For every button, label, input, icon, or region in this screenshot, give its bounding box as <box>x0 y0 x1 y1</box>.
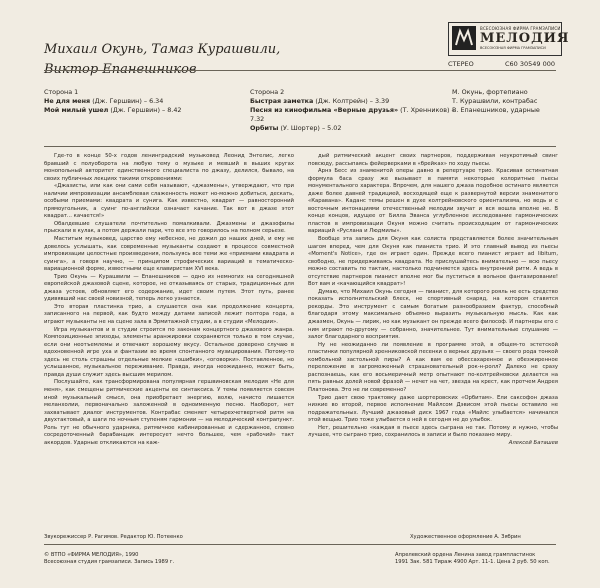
engineer-credit: Звукорежиссер Р. Рагимов. Редактор Ю. Потеенко <box>44 534 183 540</box>
author: Алексей Баташев <box>508 439 558 446</box>
paragraph: Трио дает свою трактовку даже шортеровских «Орбитам». Ели саксофон джаза низкие во второй, первое исполнение Майлсом Дэвисом этой пьесы оставило не подражательных. Лучший джазовый диск 1967 года «Майлс улыбается» начинался этой вещью. Трио тоже улыбается о ней в сегодня не до улыбок. <box>308 394 558 424</box>
side-1-tracklist <box>44 88 244 115</box>
musician: В. Епанешников, ударные <box>452 106 540 114</box>
side-2-tracklist <box>250 88 460 133</box>
paragraph: Арнэ Бесс из знаменитой оперы давно в репертуаре трио. Красивая остинатная формула баса сразу же вызывает в памяти некоторые колоритные пьесы монументального характера. Впрочем, для нашего джаза подобное остинато является даже более давней традицией, восходящей еще к развернутой версии знаменитого «Каравана». Каданс темы решен в духе колтрейновского ориентализма, но ведь и с восточным интонациями отечественный мелодии звучат и вся вошла вполне не. В конце концов, идущее от Билла Эванса углубленное исследование гармонических пластов в импровизации Окуня можно считать происходящим от гармонических вариаций «Руслана и Людмилы». <box>308 168 558 235</box>
logo-top-text: ВСЕСОЮЗНАЯ ФИРМА ГРАМЗАПИСИ <box>480 26 561 31</box>
logo-bottom-text: ВСЕСОЮЗНАЯ ФИРМА ГРАМЗАПИСИ <box>480 46 546 50</box>
bottom-rule <box>44 544 556 545</box>
paragraph: Трио Окунь — Курашвили — Епанешников — одно из немногих на сегодняшней европейской джазовой сцене, которое, не отказываясь от старых, традиционных для джаза устоев, обновляет его содержание, идет своим путем. Этот путь, ранее удивявший нас своей новизной, теперь легко узнается. <box>44 273 294 303</box>
paragraph: «Джазисты, или как они сами себя называют, «джазмены», утверждают, что при наличии импровизации ансамблевая слаженность может но-можно добиться, дескать, особыми приемами: квадрата и сунига. Как известно, квадрат — равносторонний прямоугольник, а суинг по-английски означает качание. Так вот в джазе этот квадрат... качается!» <box>44 183 294 220</box>
paragraph: Маститым музыковед, царство ему небесное, не дожил до наших дней, и ему не довелось услышать, как современные музыканты создают в процессе совместной импровизации целостные произведения, пользуясь все теми же «приемами квадрата и суинга», а говоря научно, — принципом строфических вариаций в тематическо-вариационной форме, известными еще клавиристам XVI века. <box>44 236 294 273</box>
paragraph: Послушайте, как трансформирована популярная гершвиновская мелодия «Не для меня», как смещены ритмические акценты ее синтаксиса. У темы появляется совсем иной музыкальный смысл, она приобретает энергию, волю, начисто лишается меланхолии, первоначально заложенной в одноименную песню. Наоборот, нет захватывает диалог инструментов. Контрабас сменяет четырехчетвертной ритм на двухтактовый, а шаги по ночным ступеням гармонии — на мелодический контрапункт. Роль тут не обычного ударника, ритмичное кабинированные и сдержанное, словно сосредоточенный барабанщик интересует нечто большее, чем «рабочий» такт аккордов. Ударные откликаются на каж- <box>44 379 294 446</box>
copyright-line-1: © ВТПО «ФИРМА МЕЛОДИЯ», 1990 <box>44 552 139 558</box>
musician: Т. Курашвили, контрабас <box>452 97 538 105</box>
copyright-line-2: Всесоюзная студия грамзаписи. Запись 1989 г. <box>44 559 175 565</box>
logo-brand: МЕЛОДИЯ <box>480 31 570 46</box>
plant-line-1: Апрелевский ордена Ленина завод грампластинок <box>395 552 536 558</box>
track: Быстрая заметка (Дж. Колтрейн) – 3.39 <box>250 97 390 105</box>
paragraph: дый ритмический акцент своих партнеров, поддерживая неукротимый свинг повсюду, рассыпаясь фейерверками в «брейках» по ходу пьесы. <box>308 153 558 167</box>
stereo-label: СТЕРЕО <box>448 60 474 68</box>
paragraph: Думаю, что Михаил Окунь сегодня — пианист, для которого рояль не есть средство показать исполнительский блеск, не спортивный снаряд, на котором ставятся рекорды. Это инструмент с самым богатым разнообразием фактур, способный благодаря этому максимально объемно выразить музыкальную мысль. Как как джазмен, Окунь — лирик, но как музыкант он прежде всего философ. И партнеры его с ним играют по-другому — собранно, значительнее. Тут внимательные слушание — залог благодарного восприятия. <box>308 288 558 341</box>
liner-notes-right-column <box>308 153 558 447</box>
melodiya-logo <box>448 22 570 56</box>
artists-line-2: Виктор Епанешников <box>44 62 197 77</box>
album-title <box>44 40 280 80</box>
track: Орбиты (У. Шортер) – 5.02 <box>250 124 342 132</box>
middle-rule <box>44 146 556 147</box>
plant-line-2: 1991 Зак. 581 Тираж 4900 Арт. 11-1. Цена 2 руб. 50 коп. <box>395 559 550 565</box>
track: Не для меня (Дж. Гершвин) – 6.34 <box>44 97 164 105</box>
liner-notes-left-column <box>44 153 294 447</box>
paragraph: Ну не неожиданно ли появление в программе этой, в общем-то эстетской пластинки популярной хренниковской песенки о верных друзьях — своего рода тонкой комбольной застольной пиры? А как вам ее обессахаренное и обезжиренное переложение в загроможенный страшновательный рок-н-ролл? Далеко не сразу распознаешь, как его восьмеричный метр опытнают по-колтрейновски делается на пять равных долей новой фразой — нечет на чет, звезда на крест, как протчем Андрея Платонова. Это не ли современно? <box>308 341 558 393</box>
track: Песня из кинофильма «Верные друзья» (Т. Хренников) – 7.32 <box>250 106 455 123</box>
artists-line-1: Михаил Окунь, Тамаз Курашвили, <box>44 42 281 57</box>
paragraph: Нет, решительно «каждая в пьесе здесь сыграна не так. Потому и нужно, чтобы лучшее, что сыграно трио, сохранилось в записи и было показано миру. <box>308 424 558 439</box>
artist-credit: Художественное оформление А. Зябрин <box>410 534 521 540</box>
track: Мой милый ушел (Дж. Гершвин) – 8.42 <box>44 106 182 114</box>
side-1-label: Сторона 1 <box>44 88 79 96</box>
top-rule <box>44 70 556 71</box>
musicians-list <box>452 88 562 115</box>
catalog-number: С60 30549 000 <box>505 60 556 68</box>
side-2-label: Сторона 2 <box>250 88 285 96</box>
paragraph: Обалдевшие слушатели почтительно помалкивали. Джазмены и джазофилы прыскали в кулак, а потом держали пари, что все это говорилось на полном серьезе. <box>44 220 294 235</box>
paragraph: Игра музыкантов и в студии строится по законам концертного джазового жанра. Композиционные эпизоды, элементы аранжировки сохраняются только в том случае, если они неотъемлемы и отвечают хорошему вкусу. Остальное доверено случаю в вдохновенной игре уха и фантазии во время спонтанного музицирования. Потому-то здесь не столь страшны отдельные мелкие «ошибки», «оговорки». Поставленное, но услышанное, музыкальное переживание. Правда, иногда неожиданно, может быть, правда души служит здесь высшим мерилом. <box>44 326 294 378</box>
paragraph: Это вторая пластинка трио, а слушается она как продолжение концерта, записанного на первой, как будто между датами записей лежит полтора года, а играют музыканты не на сцене зала в Эрмитажной студии, а в студии «Мелодии». <box>44 303 294 326</box>
paragraph: Вообще эта запись для Окуня как солиста представляется более значительным шагом вперед, чем для Окуня как пианиста трио. И это главный вывод из пьесы «Moment's Notice», где он играет один. Прежде всего пианист играет ad libitum, свободно, не придерживаясь квадрата. Но прислушайтесь внимательно — всю пьесу можно составить по тактам, настолько подчиняется здесь внутренний ритм. А ведь в отсутствие партнеров пианист вполне мог бы пуститься в вольное фантазирование! Вот вам и «качающийся квадрат»! <box>308 236 558 288</box>
melodiya-emblem-icon <box>452 26 476 50</box>
paragraph: Где-то в конце 50-х годов ленинградский музыковед Леонид Энтелис, легко бравший с полуоборота на любую тему о музыке и мевший в выших кругах монопольный авторитет единственного специалиста по джазу, делился, бывало, на своих публичных лекциях такими откровениями: <box>44 153 294 182</box>
musician: М. Окунь, фортепиано <box>452 88 528 96</box>
